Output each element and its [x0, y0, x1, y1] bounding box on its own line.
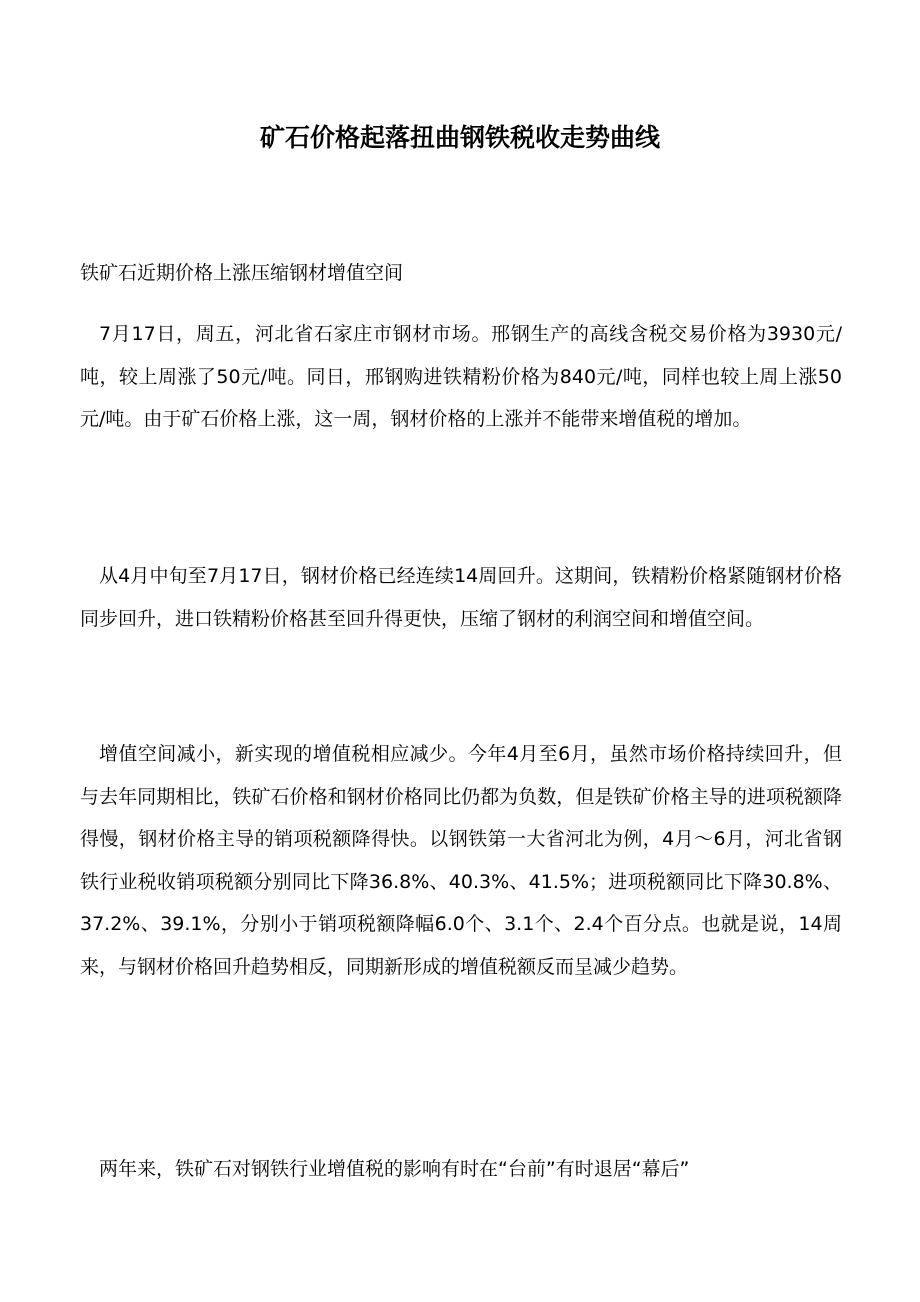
document-title: 矿石价格起落扭曲钢铁税收走势曲线	[259, 123, 660, 152]
paragraph-3: 增值空间减小，新实现的增值税相应减少。今年4月至6月，虽然市场价格持续回升，但与去年同期相比，铁矿石价格和钢材价格同比仍都为负数，但是铁矿价格主导的进项税额降得慢，钢材价格主导的销项税额降得快。以钢铁第一大省河北为例，4月～6月，河北省钢铁行业税收销项税额分别同比下降36.8%、40.3%、41.5%；进项税额同比下降30.8%、37.2%、39.1%，分别小于销项税额降幅6.0个、3.1个、2.4个百分点。也就是说，14周来，与钢材价格回升趋势相反，同期新形成的增值税额反而呈减少趋势。	[80, 743, 842, 978]
paragraph-1: 7月17日，周五，河北省石家庄市钢材市场。邢钢生产的高线含税交易价格为3930元/吨，较上周涨了50元/吨。同日，邢钢购进铁精粉价格为840元/吨，同样也较上周上涨50元/吨。由于矿石价格上涨，这一周，钢材价格的上涨并不能带来增值税的增加。	[80, 323, 842, 431]
paragraph-2: 从4月中旬至7月17日，钢材价格已经连续14周回升。这期间，铁精粉价格紧随钢材价格同步回升，进口铁精粉价格甚至回升得更快，压缩了钢材的利润空间和增值空间。	[80, 565, 842, 630]
paragraph-4: 两年来，铁矿石对钢铁行业增值税的影响有时在“台前”有时退居“幕后”	[99, 1158, 690, 1180]
document-subtitle: 铁矿石近期价格上涨压缩钢材增值空间	[80, 262, 404, 284]
